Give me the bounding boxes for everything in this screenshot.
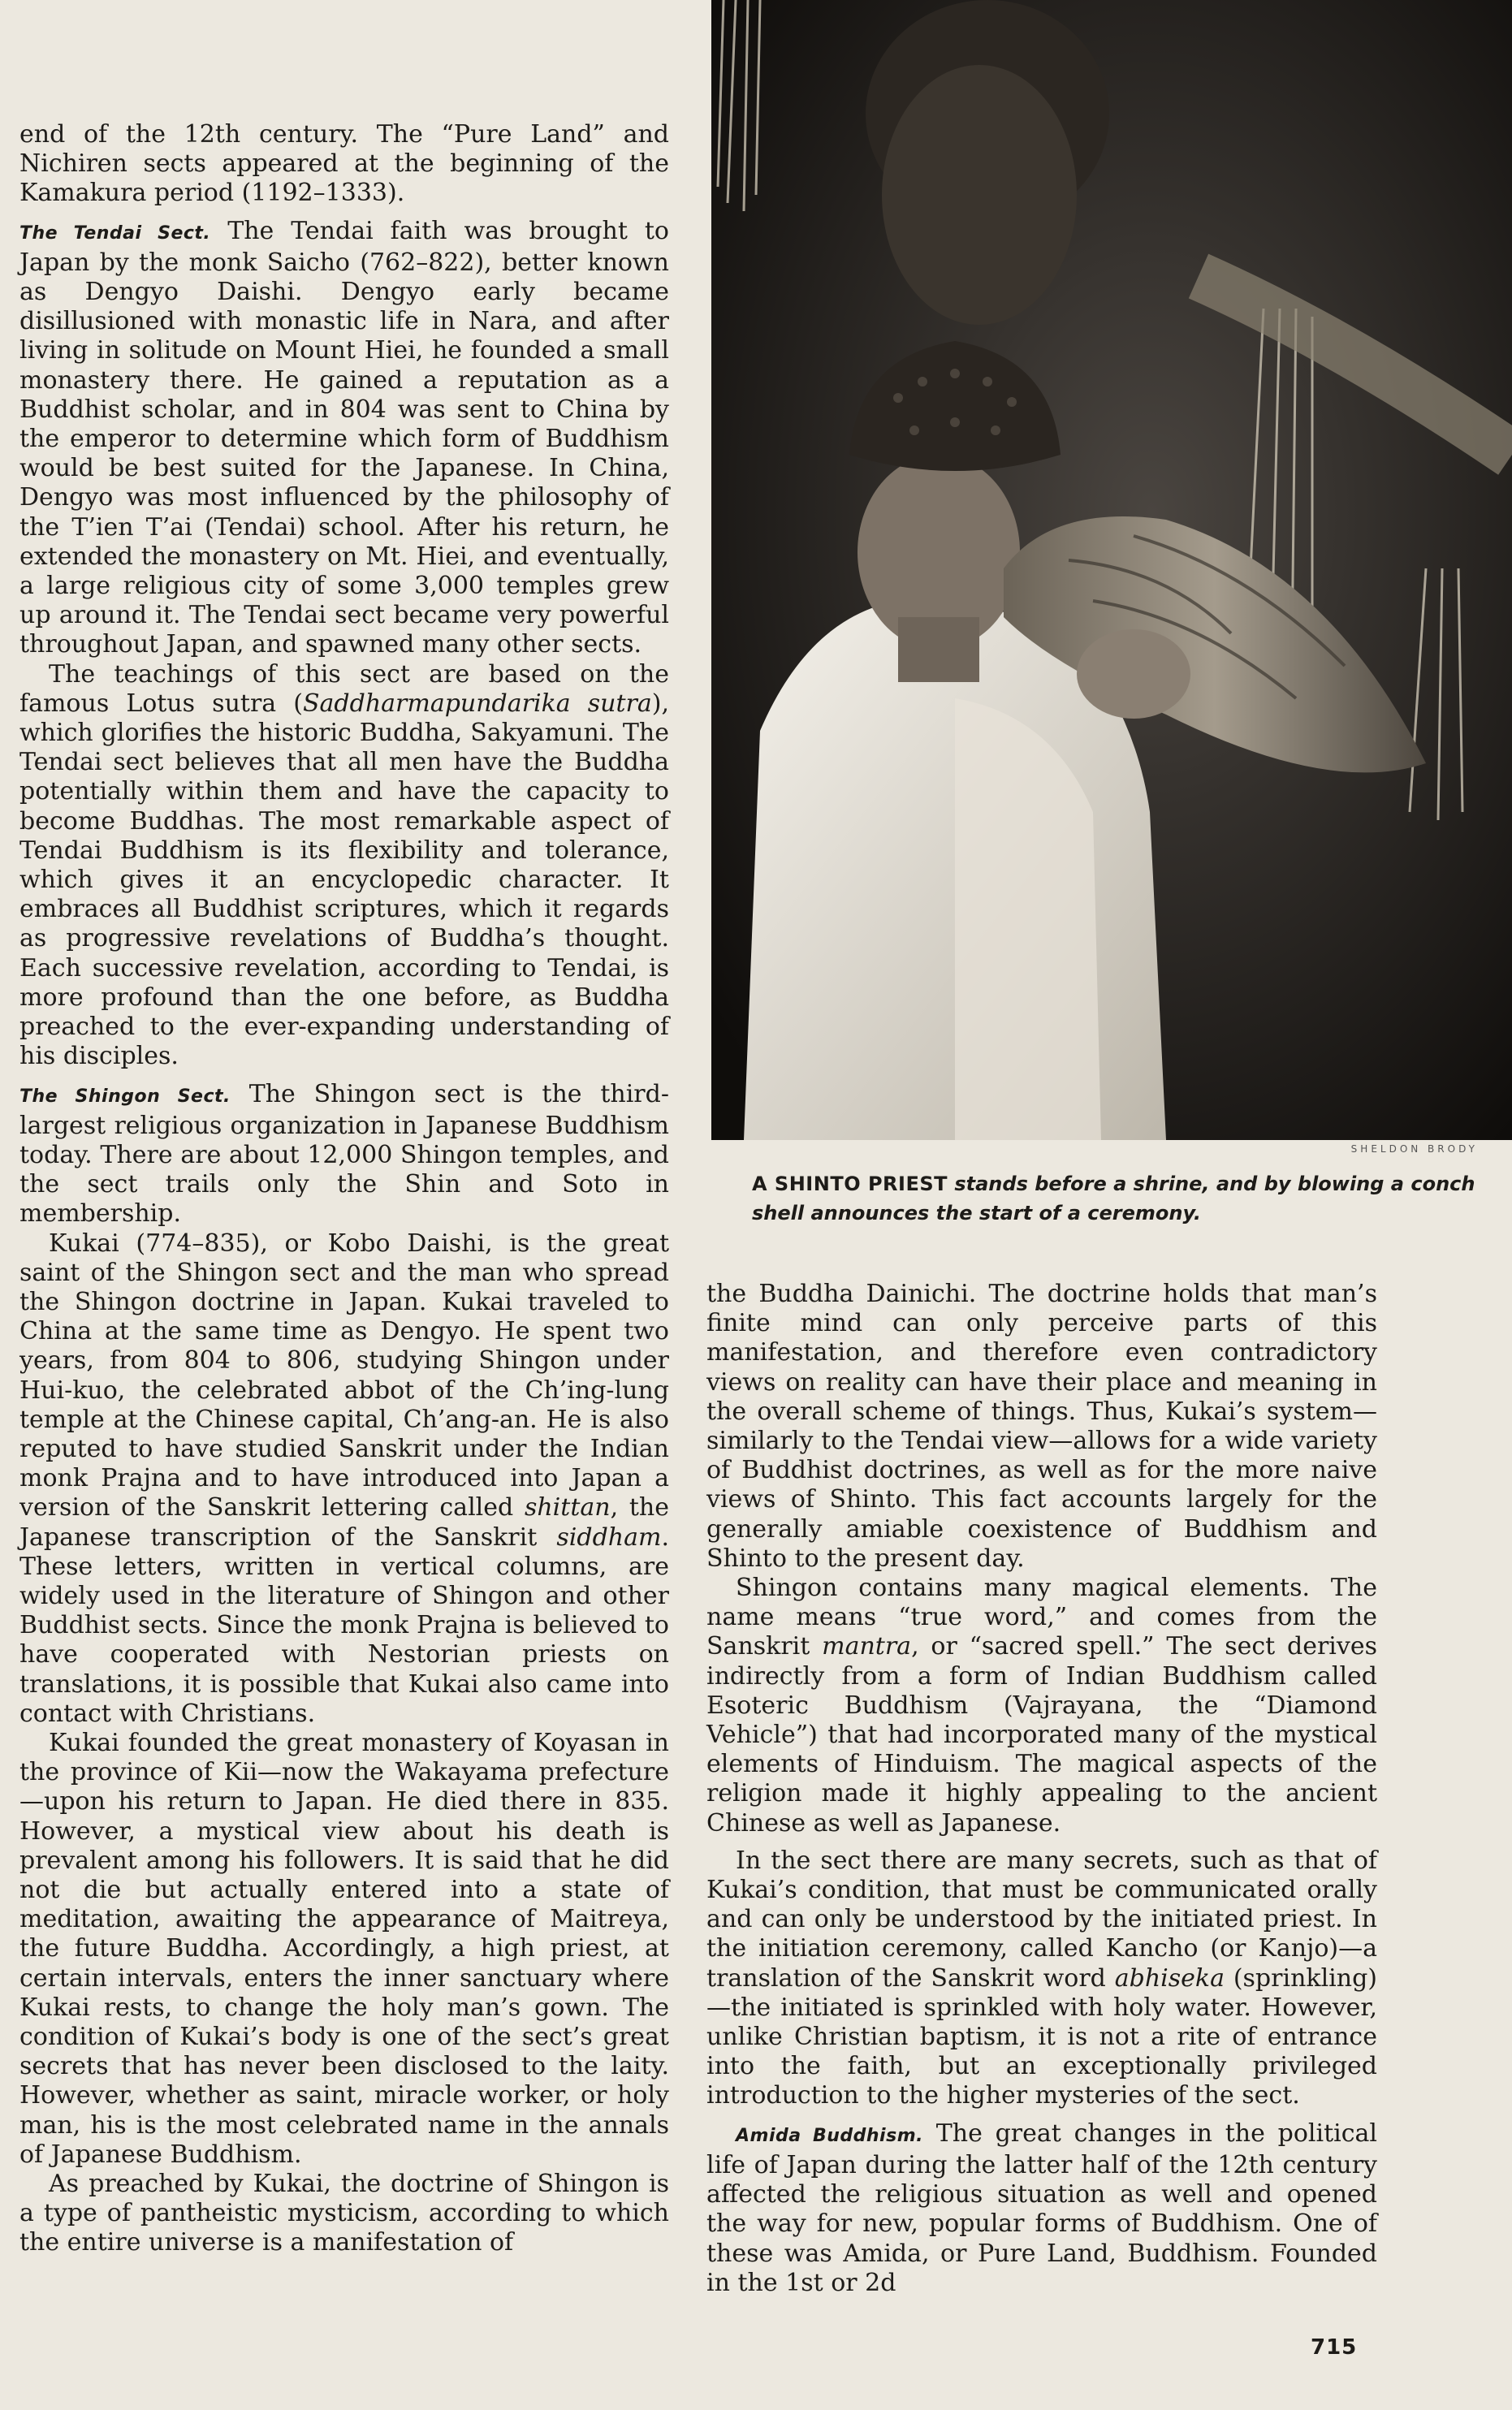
paragraph-kukai-2: Kukai founded the great monastery of Koyasan in the province of Kii—now the Wakayama prefecture—upon his return to Japan. He died there in 835. However, a mystical view about his death is prevalent among his followers. It is said that he did not die but actually entered into a state of meditation, awaiting the appearance of Maitreya, the future Buddha. Accordingly, a high priest, at certain intervals, enters the inner sanctuary where Kukai rests, to change the holy man’s gown. The condition of Kukai’s body is one of the sect’s great secrets that has never been disclosed to the laity. However, whether as saint, miracle worker, or holy man, his is the most celebrated name in the annals of Japanese Buddhism.: [19, 1728, 669, 2169]
shingon-text-1: The Shingon sect is the third-largest religious organization in Japanese Buddhism today. There are about 12,000 Shingon temples, and the sect trails only the Shin and Soto in membership.: [19, 1079, 669, 1229]
magic-text-a: Shingon contains many magical elements. The name means “true word,” and comes from the Sanskrit: [706, 1574, 1377, 1661]
paragraph-tendai-1: [19, 217, 669, 660]
tendai-text-1: The Tendai faith was brought to Japan by the monk Saicho (762–822), better known as Dengyo Daishi. Dengyo early became disillusioned with monastic life in Nara, and after living in solitude on Mount Hiei, he founded a small monastery there. He gained a reputation as a Buddhist scholar, and in 804 was sent to China by the emperor to determine which form of Buddhism would be best suited for the Japanese. In China, Dengyo was most influenced by the philosophy of the T’ien T’ai (Tendai) school. After his return, he extended the monastery on Mt. Hiei, and eventually, a large religious city of some 3,000 temples grew up around it. The Tendai sect became very powerful throughout Japan, and spawned many other sects.: [19, 216, 669, 659]
paragraph-dainichi: the Buddha Dainichi. The doctrine holds that man’s finite mind can only perceive parts of this manifestation, and therefore even contradictory views on reality can have their place and meaning in the overall scheme of things. Thus, Kukai’s system—similarly to the Tendai view—allows for a wide variety of Buddhist doctrines, as well as for the more naive views of Shinto. This fact accounts largely for the generally amiable coexistence of Buddhism and Shinto to the present day.: [706, 1280, 1377, 1573]
abhiseka-term: abhiseka: [1114, 1963, 1225, 1993]
right-text-column: [706, 1280, 1377, 2298]
shittan-term: shittan: [524, 1493, 611, 1522]
photo-caption: [752, 1169, 1483, 1228]
mantra-term: mantra: [822, 1632, 912, 1661]
heading-tendai-sect: The Tendai Sect.: [19, 222, 211, 244]
magic-text-b: , or “sacred spell.” The sect derives indirectly from a form of Indian Buddhism called Esoteric Buddhism (Vajrayana, the “Diamond Vehicle”) that had incorporated many of the mystical elements of Hinduism. The magical aspects of the religion made it highly appealing to the ancient Chinese as well as Japanese.: [706, 1632, 1377, 1838]
kukai-text-1a: Kukai (774–835), or Kobo Daishi, is the great saint of the Shingon sect and the man who spread the Shingon doctrine in Japan. Kukai traveled to China at the same time as Dengyo. He spent two years, from 804 to 806, studying Shingon under Hui-kuo, the celebrated abbot of the Ch’ing-lung temple at the Chinese capital, Ch’ang-an. He is also reputed to have studied Sanskrit under the Indian monk Prajna and to have introduced into Japan a version of the Sanskrit lettering called: [19, 1229, 669, 1522]
paragraph-amida: [706, 2119, 1377, 2298]
caption-text: stands before a shrine, and by blowing a conch shell announces the start of a ceremony.: [752, 1173, 1475, 1224]
paragraph-magical-elements: [706, 1574, 1377, 1838]
left-text-column: [19, 120, 669, 2258]
heading-amida-buddhism: Amida Buddhism.: [736, 2125, 923, 2146]
page-number: 715: [1311, 2335, 1358, 2360]
paragraph-secrets: [706, 1846, 1377, 2111]
lotus-sutra-term: Saddharmapundarika sutra: [302, 689, 652, 718]
paragraph-pure-land-intro: end of the 12th century. The “Pure Land” and Nichiren sects appeared at the beginning of the Kamakura period (1192–1333).: [19, 120, 669, 208]
amida-text: The great changes in the political life of Japan during the latter half of the 12th century affected the religious situation as well and opened the way for new, popular forms of Buddhism. One of these was Amida, or Pure Land, Buddhism. Founded in the 1st or 2d: [706, 2118, 1378, 2297]
secrets-text-b: (sprinkling)—the initiated is sprinkled with holy water. However, unlike Christian baptism, it is not a rite of entrance into the faith, but an exceptionally privileged introduction to the higher mysteries of the sect.: [706, 1963, 1377, 2110]
heading-shingon-sect: The Shingon Sect.: [19, 1086, 231, 1107]
photo-credit: SHELDON BRODY: [1350, 1143, 1478, 1155]
kukai-text-1b: , the Japanese transcription of the Sanskrit: [19, 1493, 670, 1552]
secrets-text-a: In the sect there are many secrets, such as that of Kukai’s condition, that must be communicated orally and can only be understood by the initiated priest. In the initiation ceremony, called Kancho (or Kanjo)—a translation of the Sanskrit word: [706, 1846, 1377, 1993]
tendai-text-2a: The teachings of this sect are based on the famous Lotus sutra (: [19, 659, 669, 718]
tendai-text-2b: ), which glorifies the historic Buddha, Sakyamuni. The Tendai sect believes that all men have the Buddha potentially within them and have the capacity to become Buddhas. The most remarkable aspect of Tendai Buddhism is its flexibility and tolerance, which gives it an encyclopedic character. It embraces all Buddhist scriptures, which it regards as progressive revelations of Buddha’s thought. Each successive revelation, according to Tendai, is more profound than the one before, as Buddha preached to the ever-expanding understanding of his disciples.: [19, 689, 669, 1071]
caption-lead: A SHINTO PRIEST: [752, 1173, 948, 1195]
paragraph-tendai-2: [19, 660, 669, 1072]
paragraph-kukai-3: As preached by Kukai, the doctrine of Shingon is a type of pantheistic mysticism, according to which the entire universe is a manifestation of: [19, 2170, 669, 2257]
paragraph-shingon-1: [19, 1080, 669, 1229]
paragraph-kukai-1: [19, 1229, 669, 1729]
shinto-priest-photo: [711, 0, 1512, 1140]
kukai-text-1c: . These letters, written in vertical columns, are widely used in the literature of Shingon and other Buddhist sects. Since the monk Prajna is believed to have cooperated with Nestorian priests on translations, it is possible that Kukai also came into contact with Christians.: [19, 1522, 669, 1728]
siddham-term: siddham: [556, 1522, 662, 1552]
